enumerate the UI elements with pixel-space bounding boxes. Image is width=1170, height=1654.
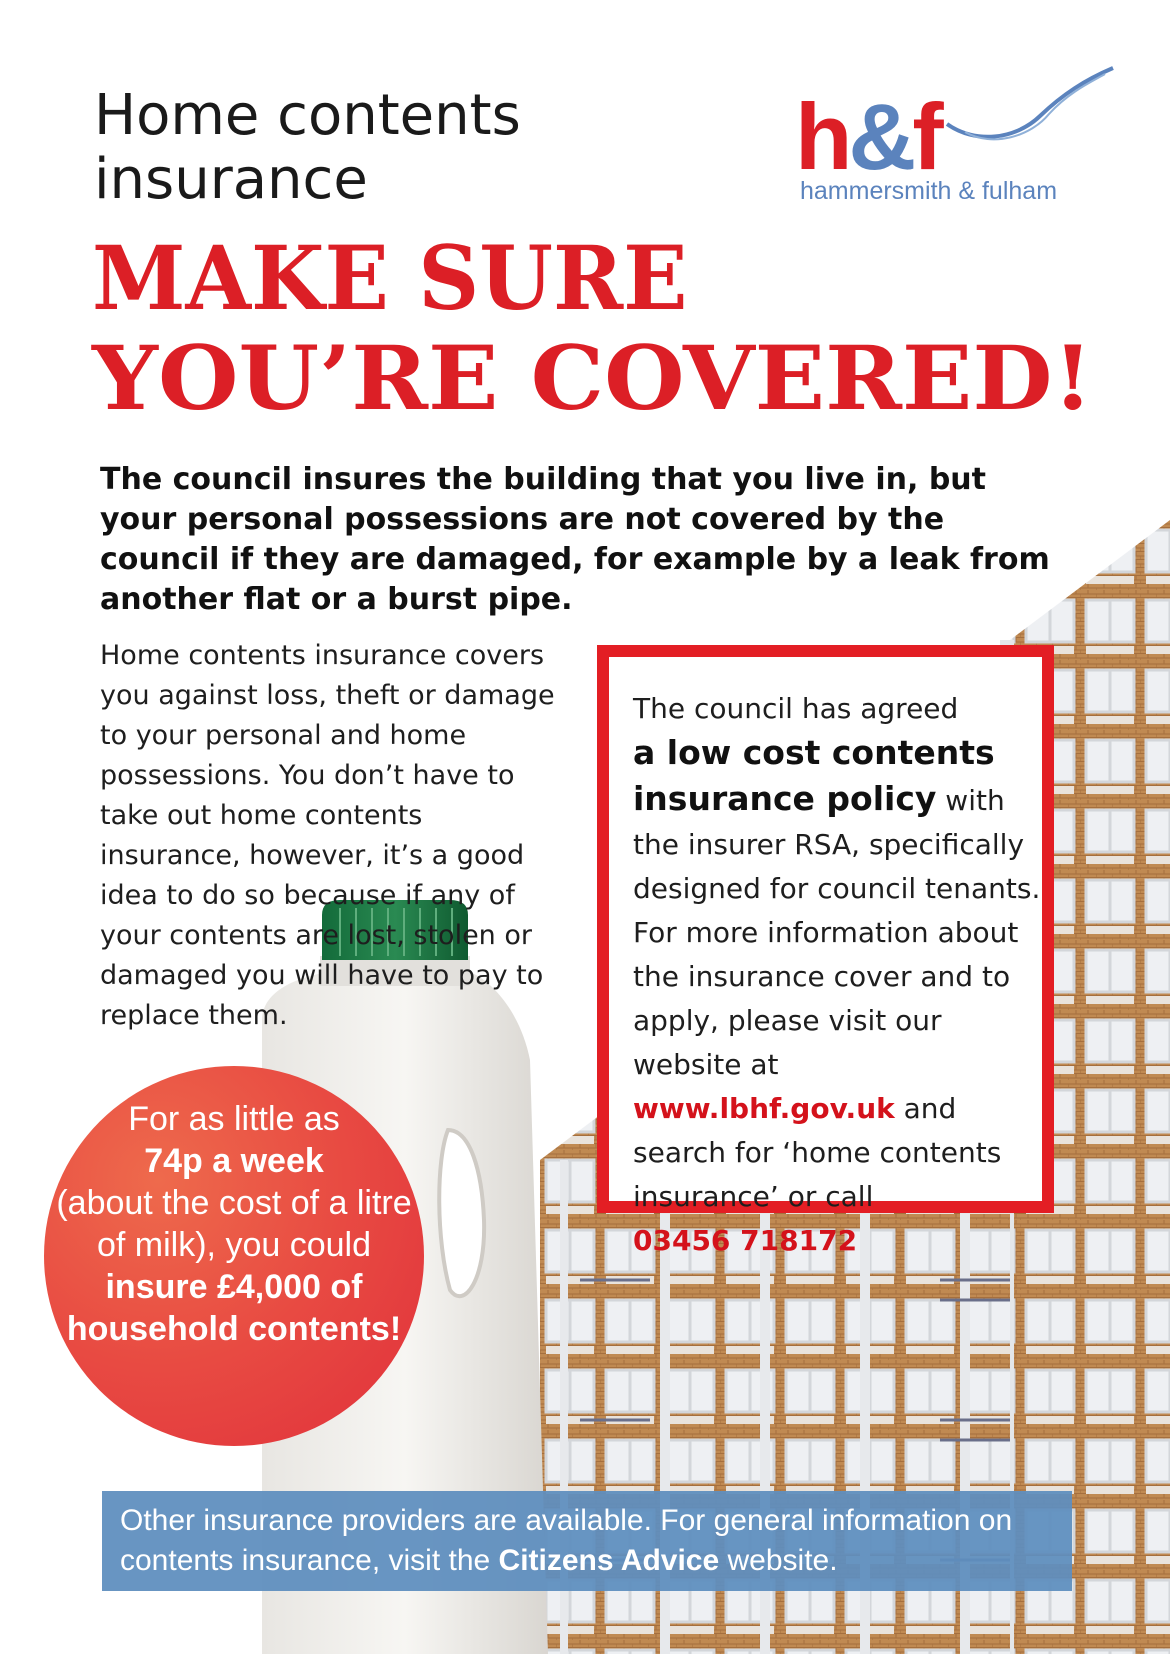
info-text: with the insurer RSA, specifically designed for council tenants. For more information about the insurance cover and to apply, please visit our website at — [633, 784, 1041, 1081]
citizens-advice-link[interactable]: Citizens Advice — [498, 1544, 720, 1577]
footer-text-2: website. — [719, 1544, 838, 1577]
hf-logo — [795, 66, 1115, 216]
circle-amount: insure £4,000 of household contents! — [66, 1268, 402, 1348]
website-link[interactable]: www.lbhf.gov.uk — [633, 1092, 895, 1125]
footer-bar — [102, 1491, 1072, 1591]
phone-number[interactable]: 03456 718172 — [633, 1224, 858, 1257]
body-paragraph: Home contents insurance covers you against loss, theft or damage to your personal and home possessions. You don’t have to take out home contents insurance, however, it’s a good idea to do so because if any of your contents are lost, stolen or damaged you will have to pay to replace them. — [100, 640, 555, 1031]
logo-name: hammersmith & fulham — [800, 177, 1058, 205]
info-text-2: and search for ‘home contents insurance’ or call — [633, 1092, 1002, 1213]
title-line-1: Home contents — [94, 83, 521, 148]
price-circle-text — [52, 1098, 416, 1350]
circle-price: 74p a week — [144, 1142, 324, 1180]
info-box — [597, 645, 1054, 1257]
logo-letters: h&f — [795, 84, 940, 189]
page-title — [94, 84, 654, 212]
circle-line-1: For as little as — [128, 1100, 340, 1138]
intro-paragraph: The council insures the building that you live in, but your personal possessions are not covered by the council if they are damaged, for example by a leak from another flat or a burst pipe. — [100, 462, 1050, 617]
headline-line-2: YOU’RE COVERED! — [92, 326, 1094, 430]
title-line-2: insurance — [94, 147, 368, 212]
circle-middle: (about the cost of a litre of milk), you could — [56, 1184, 412, 1264]
footer-text: Other insurance providers are available. For general information on contents insurance, visit the — [120, 1504, 1013, 1577]
headline-line-1: MAKE SURE — [92, 226, 688, 330]
info-line-1: The council has agreed — [633, 692, 959, 725]
info-strong: a low cost contents insurance policy — [633, 733, 995, 818]
swoosh-icon — [945, 66, 1115, 146]
